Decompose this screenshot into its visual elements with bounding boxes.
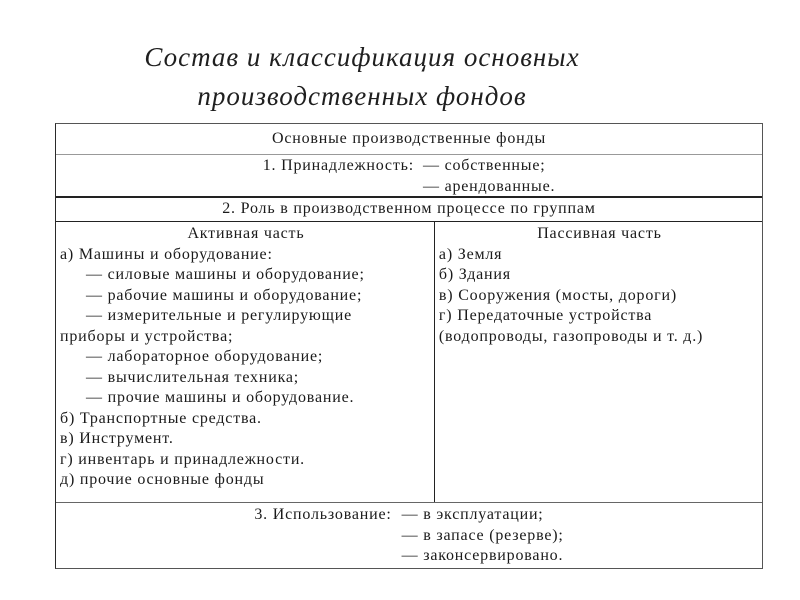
active-part-header: Активная часть: [187, 225, 305, 242]
slide-title-line2: производственных фондов: [197, 81, 527, 111]
active-part-line: в) Инструмент.: [60, 430, 174, 447]
passive-part-line: г) Передаточные устройства: [438, 307, 653, 324]
slide-title-line1: Состав и классификация основных: [144, 42, 580, 72]
ownership-item: — арендованные.: [422, 177, 556, 195]
parts-row: [56, 222, 762, 503]
usage-item: — в эксплуатации;: [401, 506, 544, 523]
active-part-line: приборы и устройства;: [60, 327, 234, 345]
active-part-line: б) Транспортные средства.: [60, 409, 262, 427]
active-part-line: г) инвентарь и принадлежности.: [60, 450, 305, 468]
ownership-item: — собственные;: [422, 157, 546, 174]
active-part-line: — силовые машины и оборудование;: [86, 266, 365, 283]
passive-part-line: в) Сооружения (мосты, дороги): [438, 286, 677, 304]
role-header-text: 2. Роль в производственном процессе по группам: [222, 200, 596, 217]
ownership-items: [423, 156, 555, 197]
active-part-line: а) Машины и оборудование:: [60, 245, 273, 263]
passive-part-line: б) Здания: [438, 266, 511, 283]
active-part-cell: [56, 222, 435, 502]
passive-part-cell: [435, 222, 762, 502]
passive-part-line: а) Земля: [438, 245, 503, 263]
table-header-row: [56, 124, 762, 155]
slide-title: [0, 38, 724, 116]
passive-part-header: Пассивная часть: [537, 225, 662, 242]
active-part-line: — вычислительная техника;: [86, 368, 300, 386]
active-part-line: д) прочие основные фонды: [60, 471, 265, 488]
passive-part-line: (водопроводы, газопроводы и т. д.): [438, 327, 704, 345]
role-row: [56, 198, 762, 222]
usage-item: — законсервировано.: [401, 547, 564, 564]
active-part-line: — измерительные и регулирующие: [86, 307, 353, 324]
classification-table: [55, 123, 763, 569]
active-part-line: — прочие машины и оборудование.: [86, 389, 355, 406]
active-part-line: — рабочие машины и оборудование;: [86, 286, 363, 304]
ownership-row: [56, 155, 762, 198]
usage-label: 3. Использование:: [254, 506, 392, 523]
ownership-label: 1. Принадлежность:: [262, 157, 414, 174]
usage-item: — в запасе (резерве);: [401, 526, 564, 544]
usage-items: [402, 505, 564, 567]
active-part-line: — лабораторное оборудование;: [86, 348, 324, 365]
table-header-text: Основные производственные фонды: [271, 130, 546, 147]
usage-row: [56, 503, 762, 568]
